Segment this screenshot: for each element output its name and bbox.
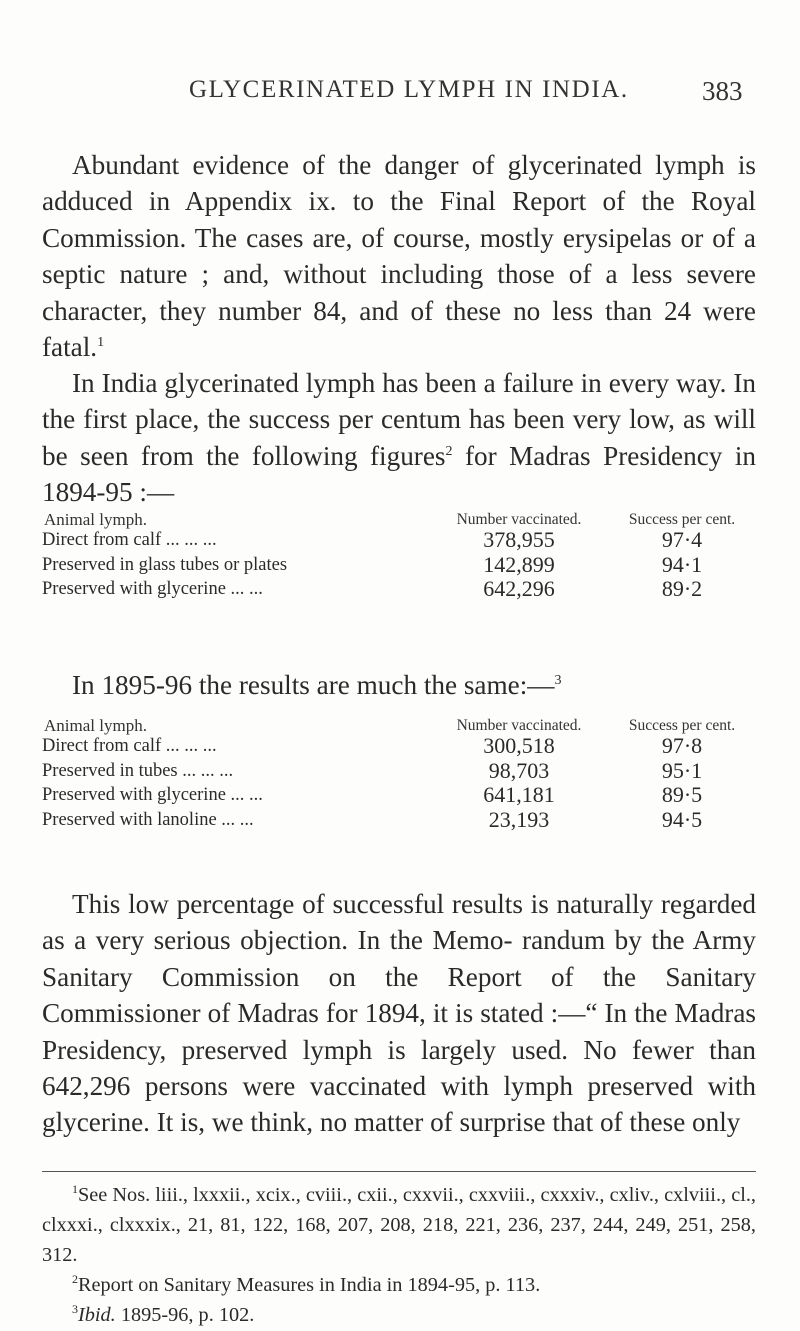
table-row	[42, 577, 756, 602]
table-row	[42, 759, 756, 784]
footnote-italic-text: Ibid.	[78, 1304, 116, 1326]
footnote-ref-3: 3	[554, 673, 562, 688]
table-row	[42, 553, 756, 578]
running-head	[0, 76, 800, 116]
paragraph-4	[42, 886, 756, 1141]
row-success: 94·5	[661, 806, 703, 832]
row-number: 378,955	[483, 527, 555, 552]
row-success: 97·8	[661, 733, 703, 758]
table-1895-96	[42, 717, 756, 832]
header-number-vaccinated: Number vaccinated.	[456, 717, 582, 734]
row-name: Preserved with lanoline ... ...	[42, 809, 254, 830]
paragraph-3-text: In 1895-96 the results are much the same:—	[72, 670, 555, 700]
row-success: 89·2	[661, 576, 703, 601]
header-animal-lymph: Animal lymph.	[44, 716, 147, 735]
paragraph-1-text: Abundant evidence of the danger of glycerinated lymph is adduced in Appendix ix. to the Final Report of the Royal Commission. The cases are, of course, mostly erysipelas or of a septic nature ; and, without including those of a less severe character, they number 84, and of these no less than 24 were fatal.	[42, 150, 756, 363]
footnote-ref-1: 1	[97, 335, 105, 351]
paragraph-1	[42, 147, 756, 365]
row-number: 142,899	[483, 551, 555, 577]
table-1894-95	[42, 511, 756, 602]
table-header	[42, 717, 756, 734]
footnote-ref-2: 2	[445, 443, 453, 459]
footnote-3	[42, 1300, 756, 1330]
header-success-per-cent: Success per cent.	[628, 511, 736, 528]
paragraph-2-text-a: In India glycerinated lymph has been a failure in every way. In the first place, the success per centum has been very low, as will be seen from the following figures	[42, 368, 756, 471]
paragraph-4-text: This low percentage of successful results is naturally regarded as a very serious objection. In the Memo- randum by the Army Sanitary Commission on the Report of the Sanitary Commissioner of Madras for 1894, it is stated :—“ In the Madras Presidency, preserved lymph is largely used. No fewer than 642,296 persons were vaccinated with lymph preserved with glycerine. It is, we think, no matter of surprise that of these only	[42, 889, 756, 1138]
header-success-per-cent: Success per cent.	[628, 717, 736, 734]
row-name: Preserved in glass tubes or plates	[42, 554, 288, 575]
paragraph-2-text-b: for Madras Presidency in 1894-95 :—	[42, 440, 756, 508]
row-number: 300,518	[483, 733, 555, 758]
page-number: 383	[702, 76, 743, 106]
row-name: Preserved with glycerine ... ...	[42, 579, 263, 599]
row-name: Direct from calf ... ... ...	[42, 736, 217, 756]
running-title: GLYCERINATED LYMPH IN INDIA.	[189, 76, 629, 103]
header-number-vaccinated: Number vaccinated.	[456, 511, 582, 528]
footnote-text: Report on Sanitary Measures in India in 1894-95, p. 113.	[78, 1274, 541, 1296]
row-success: 94·1	[661, 551, 703, 577]
paragraph-3	[42, 667, 756, 703]
footnote-mark: 3	[72, 1302, 78, 1316]
header-animal-lymph: Animal lymph.	[44, 510, 147, 529]
footnote-rule	[42, 1171, 756, 1172]
row-name: Preserved in tubes ... ... ...	[42, 760, 234, 781]
row-number: 642,296	[483, 576, 555, 601]
row-number: 98,703	[488, 757, 550, 783]
footnotes	[42, 1180, 756, 1330]
footnote-2	[42, 1270, 756, 1300]
paragraph-2	[42, 365, 756, 511]
row-success: 89·5	[661, 782, 703, 807]
table-row	[42, 528, 756, 553]
table-row	[42, 783, 756, 808]
row-number: 641,181	[483, 782, 555, 807]
footnote-text: See Nos. liii., lxxxii., xcix., cviii., cxii., cxxvii., cxxviii., cxxxiv., cxliv., cxlviii., cl., clxxxi., clxxxix., 21, 81, 122, 168, 207, 208, 218, 221, 236, 237, 244, 249, 251, 258, 312.	[42, 1184, 756, 1266]
row-number: 23,193	[488, 806, 550, 832]
footnote-text: 1895-96, p. 102.	[115, 1304, 255, 1326]
table-row	[42, 808, 756, 833]
footnote-mark: 2	[72, 1272, 78, 1286]
row-success: 95·1	[661, 757, 703, 783]
footnote-mark: 1	[72, 1182, 78, 1196]
table-header	[42, 511, 756, 528]
table-row	[42, 734, 756, 759]
row-name: Preserved with glycerine ... ...	[42, 785, 263, 805]
row-name: Direct from calf ... ... ...	[42, 530, 217, 550]
row-success: 97·4	[661, 527, 703, 552]
footnote-1	[42, 1180, 756, 1270]
